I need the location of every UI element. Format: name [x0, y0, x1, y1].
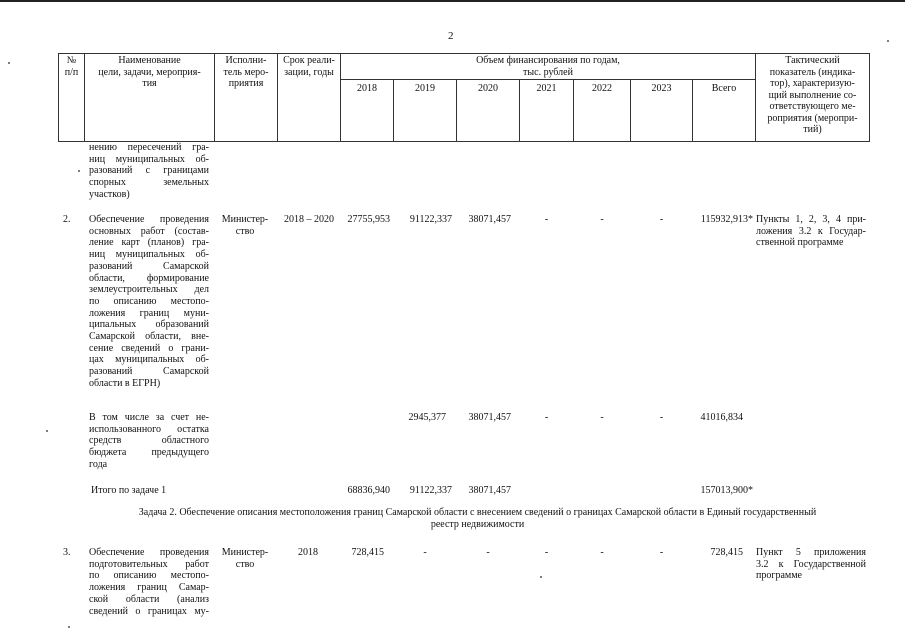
value-2020: 38071,457: [468, 412, 511, 423]
scan-speck: [46, 430, 48, 432]
value-total: 728,415: [710, 547, 743, 558]
row-term: 2018: [298, 547, 318, 558]
value-2021: -: [544, 547, 549, 558]
value-2023: -: [659, 547, 664, 558]
header-executor: Исполни- тель меро- приятия: [223, 55, 269, 89]
value-2018: 27755,953: [347, 214, 390, 225]
value-total: 41016,834: [700, 412, 743, 423]
header-total: Всего: [711, 83, 737, 94]
value-2018: 728,415: [351, 547, 384, 558]
value-2019: 91122,337: [409, 485, 452, 496]
value-2020: -: [486, 547, 490, 558]
value-total: 157013,900*: [700, 485, 753, 496]
header-num: № п/п: [64, 55, 79, 78]
row-term: 2018 – 2020: [284, 214, 334, 225]
row-name: Обеспечение проведения подготовительных работ по описанию местопо- ложения границ Самар- ской области (анализ сведений о границах му-: [89, 547, 209, 617]
value-2022: -: [600, 214, 604, 225]
row-number: 3.: [63, 547, 71, 558]
header-year-2020: 2020: [478, 83, 498, 94]
scan-top-edge: [0, 0, 905, 2]
row-name: В том числе за счет не- использованного остатка средств областного бюджета предыдущего года: [89, 412, 209, 470]
continuation-text: нению пересечений гра- ниц муниципальных об- разований с границами спорных земельных участков): [89, 142, 209, 200]
scan-speck: [540, 576, 542, 578]
header-year-2021: 2021: [536, 83, 557, 94]
value-2019: -: [423, 547, 427, 558]
row-indicator: Пункты 1, 2, 3, 4 при- ложения 3.2 к Государ- ственной программе: [756, 214, 866, 249]
scan-speck: [78, 170, 80, 172]
header-year-2022: 2022: [592, 83, 612, 94]
header-col-line: [869, 53, 870, 142]
header-year-2019: 2019: [415, 83, 435, 94]
header-indicator: Тактический показатель (индика- тор), характеризую- щий выполнение со- ответствующего ме- роприятия (меропри- тий): [767, 55, 858, 135]
row-name: Обеспечение проведения основных работ (состав- ление карт (планов) гра- ниц муниципальных об- разований Самарской области, формирование землеустроительных дел по описанию местопо- ложения границ муни- ципальных образований Самарской области, вне- сение сведений о грани- цах муниципальных об- разований Самарской области в ЕГРН): [89, 214, 209, 389]
task-2-heading: Задача 2. Обеспечение описания местоположения границ Самарской области с внесением сведений о границах Самарской области в Единый государственный реестр недвижимости: [138, 507, 817, 530]
value-2021: -: [544, 214, 549, 225]
value-2023: -: [659, 214, 664, 225]
value-2022: -: [600, 547, 604, 558]
value-2022: -: [600, 412, 604, 423]
header-year-2023: 2023: [651, 83, 672, 94]
row-number: 2.: [63, 214, 71, 225]
row-indicator: Пункт 5 приложения 3.2 к Государственной программе: [756, 547, 866, 582]
scan-speck: [887, 40, 889, 42]
value-2021: -: [544, 412, 549, 423]
page-number: 2: [448, 30, 454, 42]
row-executor: Министер- ство: [221, 547, 269, 570]
header-funding: Объем финансирования по годам, тыс. рублей: [476, 55, 620, 78]
value-2020: 38071,457: [468, 485, 511, 496]
header-name: Наименование цели, задачи, мероприя- тия: [98, 55, 201, 89]
value-2019: 2945,377: [408, 412, 446, 423]
value-2018: 68836,940: [347, 485, 390, 496]
header-top-border: [58, 53, 870, 54]
row-label: Итого по задаче 1: [91, 485, 167, 496]
header-term: Срок реали- зации, годы: [283, 55, 335, 78]
value-2023: -: [659, 412, 664, 423]
row-executor: Министер- ство: [221, 214, 269, 237]
value-total: 115932,913*: [700, 214, 753, 225]
value-2019: 91122,337: [409, 214, 452, 225]
header-year-2018: 2018: [357, 83, 377, 94]
value-2020: 38071,457: [468, 214, 511, 225]
scan-speck: [68, 626, 70, 628]
scan-speck: [8, 62, 10, 64]
